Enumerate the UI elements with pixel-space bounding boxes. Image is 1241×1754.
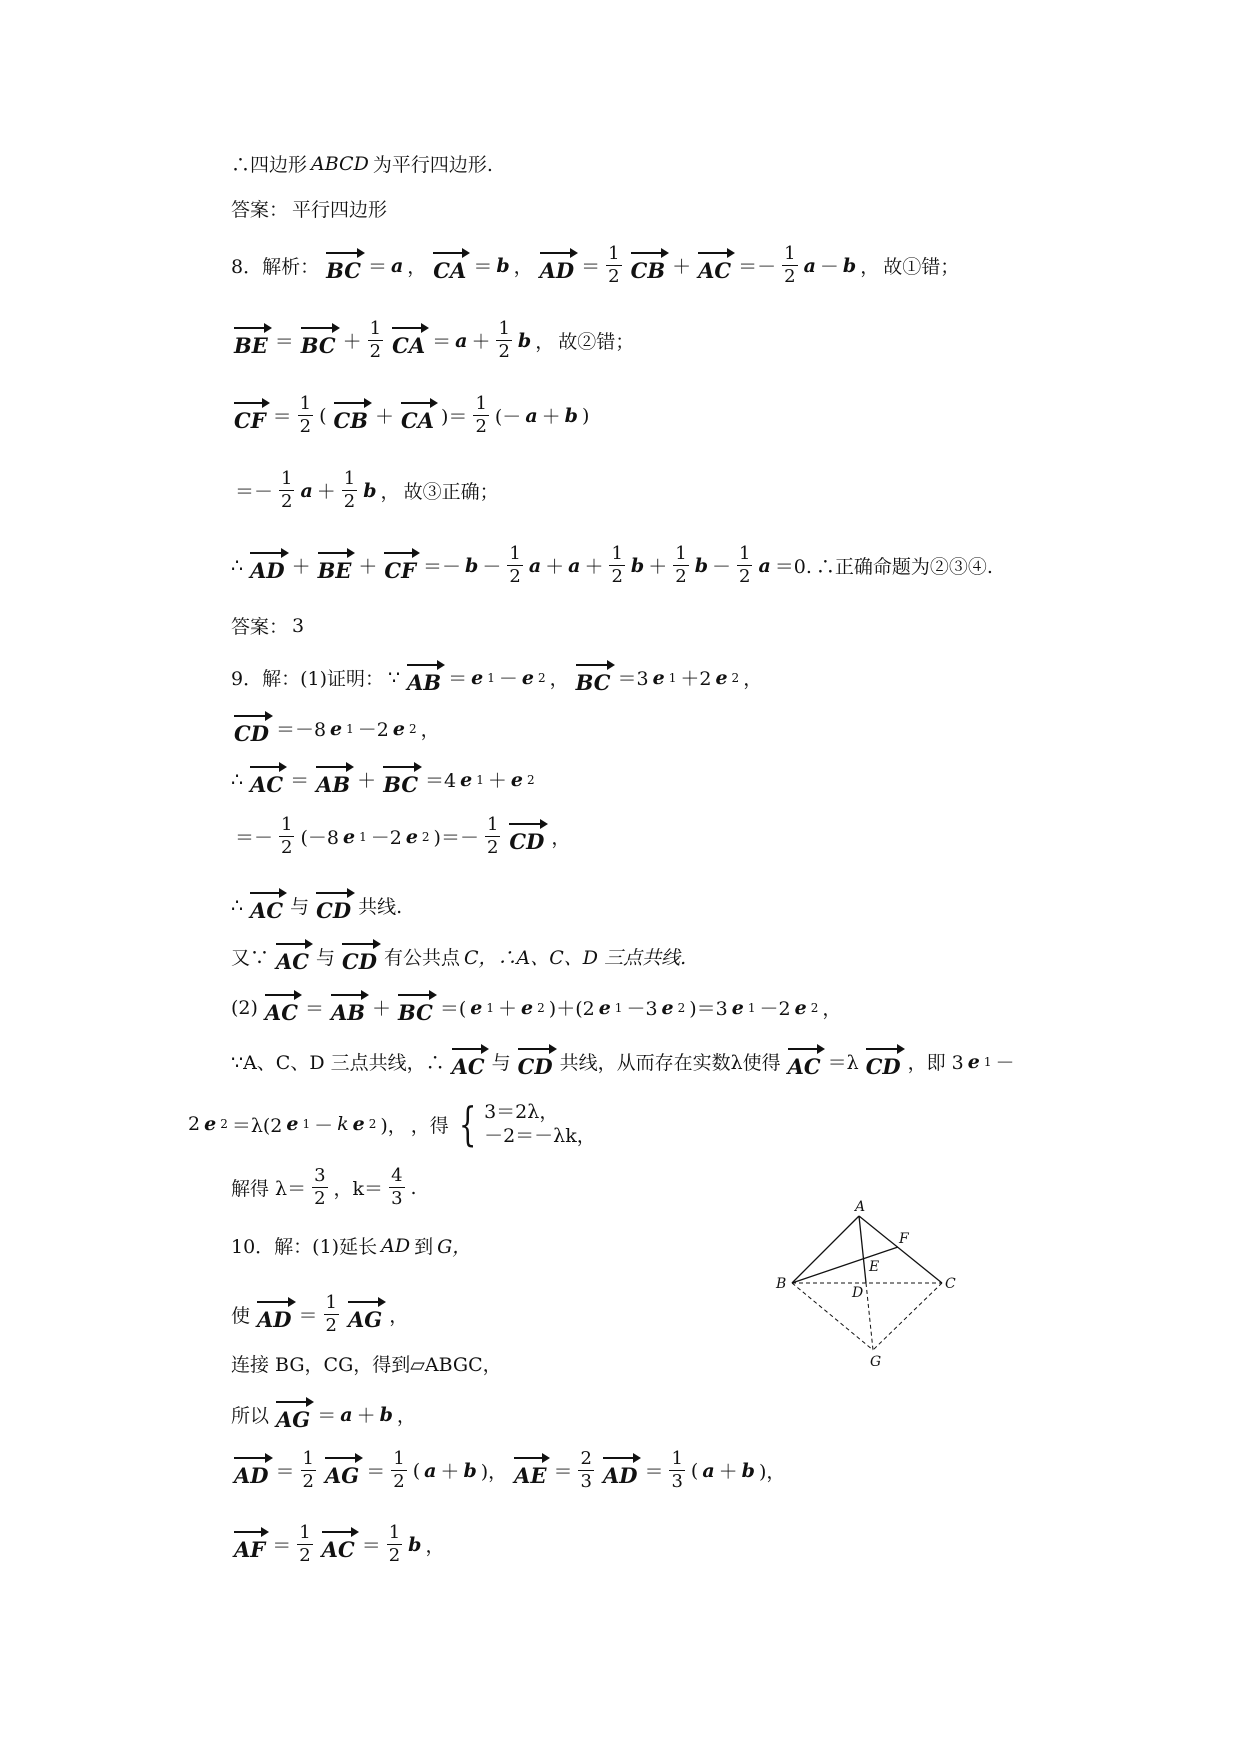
- vector-ad: AD: [257, 1297, 292, 1332]
- vector-cd: CD: [518, 1044, 553, 1079]
- fraction: $\frac{2}{3}$: [580, 1448, 592, 1492]
- vector-ad: AD: [234, 1453, 269, 1488]
- vector-bc: BC: [383, 762, 418, 797]
- vector-ac: AC: [250, 762, 283, 797]
- segment-dg: [866, 1283, 873, 1350]
- label-f: F: [899, 1231, 909, 1247]
- vector-ca: CA: [433, 248, 466, 283]
- p9-line4: ＝－ $\frac{1}{2}$ (－8 e 1 －2 e 2 )＝－ $\frac{1}{2}$ CD ，: [235, 814, 571, 858]
- text: 连接 BG，CG，得到▱ABGC，: [231, 1354, 502, 1376]
- p10-line6: AF ＝ $\frac{1}{2}$ AC ＝ $\frac{1}{2}$ b ，: [234, 1522, 445, 1566]
- vector-bc: BC: [576, 660, 611, 695]
- fraction: $\frac{1}{2}$: [388, 1522, 401, 1566]
- p9-line5: ∴ AC 与 CD 共线.: [231, 888, 402, 923]
- vector-ae: AE: [514, 1453, 546, 1488]
- p8-line2: BE ＝ BC ＋ $\frac{1}{2}$ CA ＝ a ＋ $\frac{1}{2}$ b ， 故②错；: [234, 318, 635, 362]
- vector-be: BE: [234, 323, 268, 358]
- text: 与: [290, 896, 310, 918]
- vector-ad: AD: [250, 548, 285, 583]
- fraction: $\frac{1}{2}$: [509, 543, 521, 587]
- answer-line: [231, 612, 304, 639]
- p8-line1: 8．解析： BC ＝ a ， CA ＝ b ， AD ＝ $\frac{1}{2}$ CB ＋ AC ＝－ $\frac{1}{2}$ a － b ， 故①错；: [231, 243, 960, 287]
- answer-label: 答案：: [231, 199, 289, 221]
- text: ，k＝: [333, 1178, 384, 1200]
- text: C，∴A、C、D 三点共线.: [464, 947, 687, 969]
- equation-system: { 3＝2λ， －2＝－λk，: [458, 1097, 596, 1151]
- fraction: $\frac{1}{2}$: [299, 1522, 311, 1566]
- text: 故③正确；: [403, 481, 499, 503]
- p8-line5: ∴ AD ＋ BE ＋ CF ＝－ b － $\frac{1}{2}$ a ＋ a ＋ $\frac{1}{2}$ b ＋ $\frac{1}{2}$ b － $\frac{1}{2}$ a ＝0. ∴正确命题为②③④.: [231, 543, 993, 587]
- text: 为平行四边形.: [372, 154, 493, 176]
- text: 所以: [231, 1405, 270, 1427]
- fraction: $\frac{1}{2}$: [343, 468, 356, 512]
- p9-line1: 9．解：(1)证明： ∵ AB ＝ e 1 － e 2 ， BC ＝3 e 1 ＋2 e 2 ，: [231, 660, 762, 695]
- vector-ac: AC: [452, 1044, 485, 1079]
- label-a: A: [855, 1199, 866, 1215]
- fraction: $\frac{1}{2}$: [611, 543, 623, 587]
- fraction: $\frac{1}{2}$: [475, 393, 487, 437]
- vector-ca: CA: [401, 398, 434, 433]
- fraction: $\frac{1}{2}$: [369, 318, 382, 362]
- fraction: $\frac{1}{2}$: [281, 814, 293, 858]
- vector-ad: AD: [603, 1453, 638, 1488]
- text: 有公共点: [383, 947, 460, 969]
- vector-ac: AC: [698, 248, 731, 283]
- vector-af: AF: [234, 1527, 265, 1562]
- geometry-figure: [772, 1198, 972, 1368]
- answer-label: 答案：: [231, 616, 289, 638]
- vector-ca: CA: [392, 323, 425, 358]
- vector-cd: CD: [316, 888, 351, 923]
- text: 故①错；: [883, 256, 960, 278]
- label-c: C: [945, 1276, 956, 1292]
- p8-line3: CF ＝ $\frac{1}{2}$ ( CB ＋ CA )＝ $\frac{1}{2}$ (－ a ＋ b ): [234, 393, 590, 437]
- fraction: $\frac{1}{2}$: [393, 1448, 405, 1492]
- vector-ac: AC: [250, 888, 283, 923]
- label-e: E: [869, 1259, 880, 1275]
- problem-number: 8．解析：: [231, 256, 320, 278]
- fraction: $\frac{4}{3}$: [391, 1165, 403, 1209]
- vector-be: BE: [318, 548, 352, 583]
- fraction: $\frac{1}{2}$: [486, 814, 499, 858]
- label-g: G: [870, 1354, 882, 1368]
- p10-line4: 所以 AG ＝ a ＋ b ，: [231, 1397, 416, 1432]
- p9-line7: (2) AC ＝ AB ＋ BC ＝( e 1 ＋ e 2 )＋(2 e 1 －3 e 2 )＝3 e 1 －2 e 2 ，: [231, 990, 841, 1025]
- text: ∴正确命题为②③④.: [815, 556, 993, 578]
- problem-number: 10．解：(1)延长: [231, 1236, 378, 1258]
- text: ，即 3: [907, 1052, 964, 1074]
- label-d: D: [852, 1285, 864, 1301]
- vector-cf: CF: [234, 398, 266, 433]
- answer-line: [231, 195, 387, 222]
- fraction: $\frac{1}{2}$: [281, 468, 293, 512]
- fraction: $\frac{1}{2}$: [299, 393, 312, 437]
- fraction: $\frac{1}{2}$: [608, 243, 620, 287]
- segment-bf: [792, 1247, 898, 1283]
- p8-line4: ＝－ $\frac{1}{2}$ a ＋ $\frac{1}{2}$ b ， 故③正确；: [235, 468, 499, 512]
- text: 使: [231, 1305, 251, 1327]
- segment-ad: [859, 1216, 866, 1283]
- equation: 3＝2λ，: [484, 1101, 559, 1123]
- vector-cd: CD: [342, 939, 377, 974]
- vector-cd: CD: [234, 711, 269, 746]
- text: 共线，从而存在实数λ使得: [559, 1052, 781, 1074]
- segment-ab: [792, 1216, 859, 1283]
- vector-cd: CD: [509, 819, 544, 854]
- fraction: $\frac{1}{2}$: [498, 318, 510, 362]
- p10-line2: 使 AD ＝ $\frac{1}{2}$ AG ，: [231, 1292, 409, 1336]
- text: 到: [414, 1236, 434, 1258]
- vector-ac: AC: [265, 990, 298, 1025]
- fraction: $\frac{3}{2}$: [314, 1165, 326, 1209]
- p10-line5: AD ＝ $\frac{1}{2}$ AG ＝ $\frac{1}{2}$ ( a ＋ b )， AE ＝ $\frac{2}{3}$ AD ＝ $\frac{1}{3}$ ( a ＋ b )，: [234, 1448, 786, 1492]
- equation: －2＝－λk，: [484, 1125, 596, 1147]
- p10-line1: [231, 1232, 471, 1259]
- vector-ac: AC: [788, 1044, 821, 1079]
- p10-line3: [231, 1350, 502, 1377]
- label-b: B: [776, 1276, 787, 1292]
- text: (2): [231, 996, 258, 1019]
- p9-line10: 解得 λ＝ $\frac{3}{2}$ ，k＝ $\frac{4}{3}$ .: [231, 1165, 417, 1209]
- vector-ac: AC: [322, 1527, 355, 1562]
- text: 共线.: [358, 896, 403, 918]
- p9-line6: [231, 939, 686, 974]
- text: 故②错；: [558, 331, 635, 353]
- p9-line8: ∵A、C、D 三点共线，∴ AC 与 CD 共线，从而存在实数λ使得 AC ＝λ CD ，即 3 e 1 －: [231, 1044, 1015, 1079]
- text: G，: [437, 1236, 472, 1258]
- answer-value: 平行四边形: [292, 199, 388, 221]
- p9-line9: 2 e 2 ＝λ(2 e 1 － k e 2 )， ，得 { 3＝2λ， －2＝－λk，: [188, 1097, 596, 1151]
- text: ∵A、C、D 三点共线，∴: [231, 1052, 445, 1074]
- p9-line2: CD ＝－8 e 1 －2 e 2 ，: [231, 711, 440, 746]
- p9-line3: ∴ AC ＝ AB ＋ BC ＝4 e 1 ＋ e 2: [231, 762, 535, 797]
- vector-ad: AD: [540, 248, 575, 283]
- text: 解得 λ＝: [231, 1178, 307, 1200]
- text: ∴四边形: [231, 154, 308, 176]
- text: AD: [381, 1234, 411, 1257]
- fraction: $\frac{1}{2}$: [325, 1292, 337, 1336]
- vector-cd: CD: [866, 1044, 901, 1079]
- text-line: [231, 150, 493, 177]
- text: ，得: [410, 1114, 449, 1137]
- text: 又∵: [231, 947, 270, 969]
- vector-ab: AB: [331, 990, 365, 1025]
- text: 与: [316, 947, 336, 969]
- vector-ab: AB: [407, 660, 441, 695]
- text: 与: [491, 1052, 511, 1074]
- problem-number: 9．解：(1)证明：: [231, 668, 385, 690]
- vector-ag: AG: [276, 1397, 310, 1432]
- fraction: $\frac{1}{2}$: [784, 243, 796, 287]
- fraction: $\frac{1}{2}$: [739, 543, 751, 587]
- vector-cf: CF: [384, 548, 416, 583]
- text: ABCD: [311, 152, 369, 175]
- vector-ag: AG: [348, 1297, 382, 1332]
- vector-ag: AG: [325, 1453, 359, 1488]
- segment-cg: [873, 1283, 942, 1350]
- vector-bc: BC: [398, 990, 433, 1025]
- fraction: $\frac{1}{2}$: [675, 543, 687, 587]
- vector-bc: BC: [301, 323, 336, 358]
- vector-ab: AB: [316, 762, 350, 797]
- fraction: $\frac{1}{2}$: [302, 1448, 314, 1492]
- fraction: $\frac{1}{3}$: [671, 1448, 683, 1492]
- vector-cb: CB: [631, 248, 665, 283]
- answer-value: 3: [292, 614, 305, 637]
- vector-bc: BC: [326, 248, 361, 283]
- vector-ac: AC: [276, 939, 309, 974]
- vector-cb: CB: [334, 398, 368, 433]
